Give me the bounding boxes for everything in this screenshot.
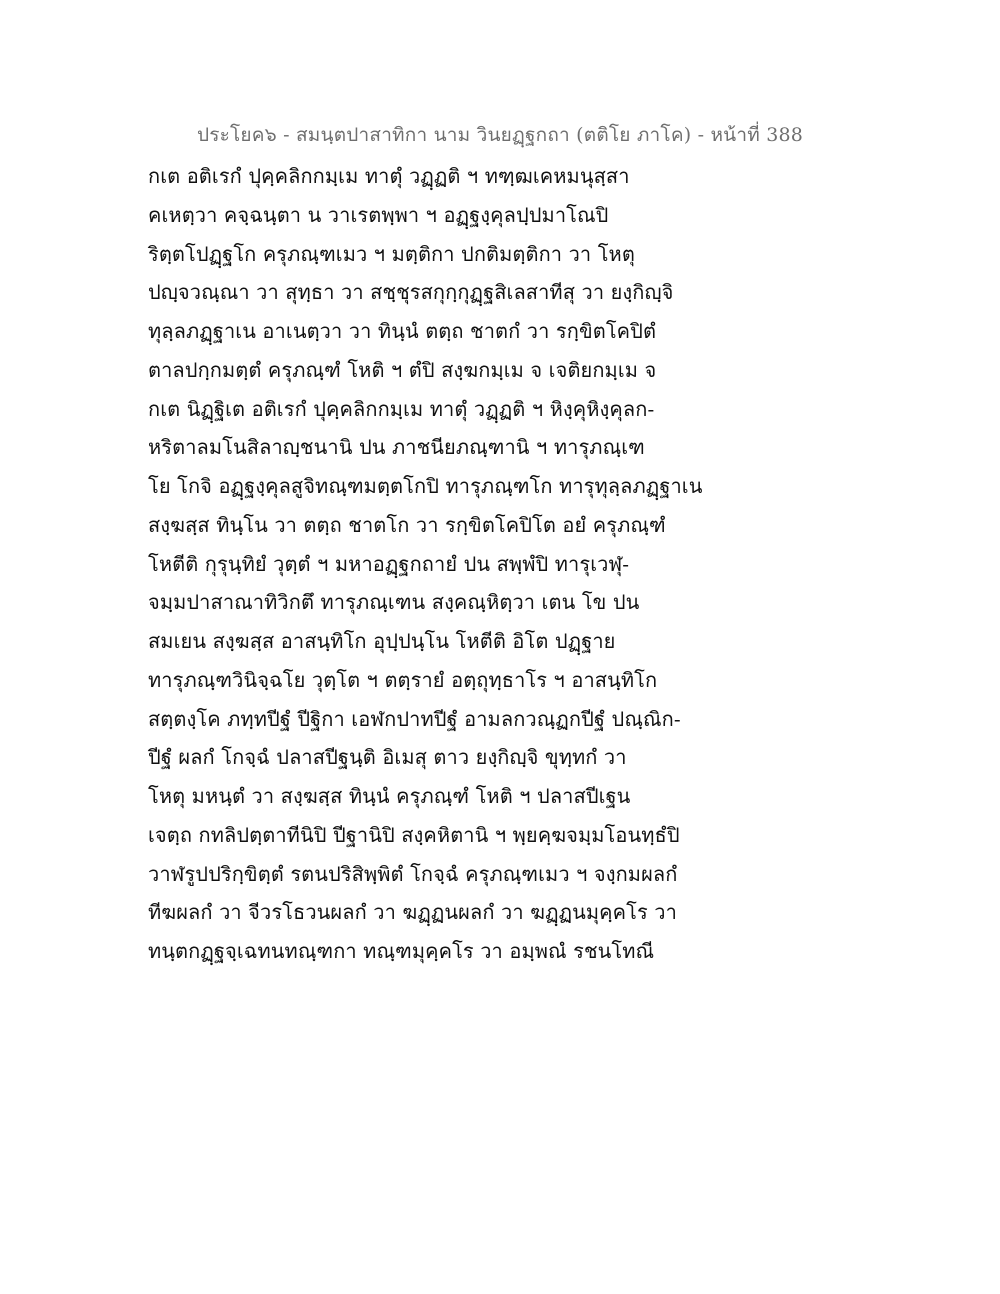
text-line: โหตีติ กุรุนฺทิยํ วุตฺตํ ฯ มหาอฏฺฐกถายํ ปน สพฺพํปิ ทารุเวฬุ- [148, 551, 630, 576]
text-line: กเต นิฏฺฐิเต อติเรกํ ปุคฺคลิกกมฺเม ทาตุํ วฏฺฏติ ฯ หิงฺคุหิงฺคุลก- [148, 396, 655, 421]
text-line: ทารุภณฺฑวินิจฺฉโย วุตฺโต ฯ ตตฺรายํ อตฺถุทฺธาโร ฯ อาสนฺทิโก [148, 667, 658, 692]
text-line: สตฺตงฺโค ภทฺทปีฐํ ปีฐิกา เอฬกปาทปีฐํ อามลกวณฺฏกปีฐํ ปณฺณิก- [148, 706, 681, 731]
text-line: คเหตฺวา คจฺฉนฺตา น วาเรตพฺพา ฯ อฏฺฐงฺคุลปฺปมาโณปิ [148, 202, 609, 227]
page-body [148, 157, 708, 971]
text-line: ทีฆผลกํ วา จีวรโธวนผลกํ วา ฆฏฺฏนผลกํ วา ฆฏฺฏนมุคฺคโร วา [148, 900, 677, 925]
text-line: วาฬรูปปริกฺขิตฺตํ รตนปริสิพฺพิตํ โกจฺฉํ ครุภณฺฑเมว ฯ จงฺกมผลกํ [148, 861, 678, 886]
page-header: ประโยค๖ - สมนฺตปาสาทิกา นาม วินยฏฺฐกถา (ตติโย ภาโค) - หน้าที่ 388 [196, 124, 804, 146]
text-line: ปีฐํ ผลกํ โกจฺฉํ ปลาสปีฐนฺติ อิเมสุ ตาว ยงฺกิญฺจิ ขุทฺทกํ วา [148, 745, 627, 770]
text-line: โย โกจิ อฏฺฐงฺคุลสูจิทณฺฑมตฺตโกปิ ทารุภณฺฑโก ทารุทุลฺลภฏฺฐาเน [148, 474, 703, 498]
text-line: กเต อติเรกํ ปุคฺคลิกกมฺเม ทาตุํ วฏฺฏติ ฯ ทฑฺฒเคหมนุสฺสา [148, 164, 630, 188]
text-line: โหตุ มหนฺตํ วา สงฺฆสฺส ทินฺนํ ครุภณฺฑํ โหติ ฯ ปลาสปีเฐน [148, 784, 631, 808]
text-line: สงฺฆสฺส ทินฺโน วา ตตฺถ ชาตโก วา รกฺขิตโคปิโต อยํ ครุภณฺฑํ [148, 512, 666, 537]
text-line: ตาลปกฺกมตฺตํ ครุภณฺฑํ โหติ ฯ ตํปิ สงฺฆกมฺเม จ เจติยกมฺเม จ [148, 357, 657, 382]
text-line: เจตฺถ กทลิปตฺตาทีนิปิ ปีฐานิปิ สงฺคหิตานิ ฯ พฺยคฺฆจมฺมโอนทฺธํปิ [148, 822, 680, 847]
text-line: สมเยน สงฺฆสฺส อาสนฺทิโก อุปฺปนฺโน โหตีติ อิโต ปฏฺฐาย [148, 629, 616, 653]
text-line: จมฺมปาสาณาทิวิกตึ ทารุภณฺเฑน สงฺคณฺหิตฺวา เตน โข ปน [148, 590, 640, 615]
text-line: ทุลฺลภฏฺฐาเน อาเนตฺวา วา ทินฺนํ ตตฺถ ชาตกํ วา รกฺขิตโคปิตํ [148, 319, 657, 343]
text-line: ทนฺตกฏฺฐจฺเฉทนทณฺฑกา ทณฺฑมุคฺคโร วา อมฺพณํ รชนโทณี [148, 939, 655, 963]
text-line: หริตาลมโนสิลาญฺชนานิ ปน ภาชนียภณฺฑานิ ฯ ทารุภณฺเฑ [148, 435, 645, 460]
text-line: ปญฺจวณฺณา วา สุทฺธา วา สชฺชุรสกุกฺกุฏฺฐสิเลสาทีสุ วา ยงฺกิญฺจิ [148, 280, 674, 305]
text-line: ริตฺตโปฏฺฐโก ครุภณฺฑเมว ฯ มตฺติกา ปกติมตฺติกา วา โหตุ [148, 241, 635, 266]
